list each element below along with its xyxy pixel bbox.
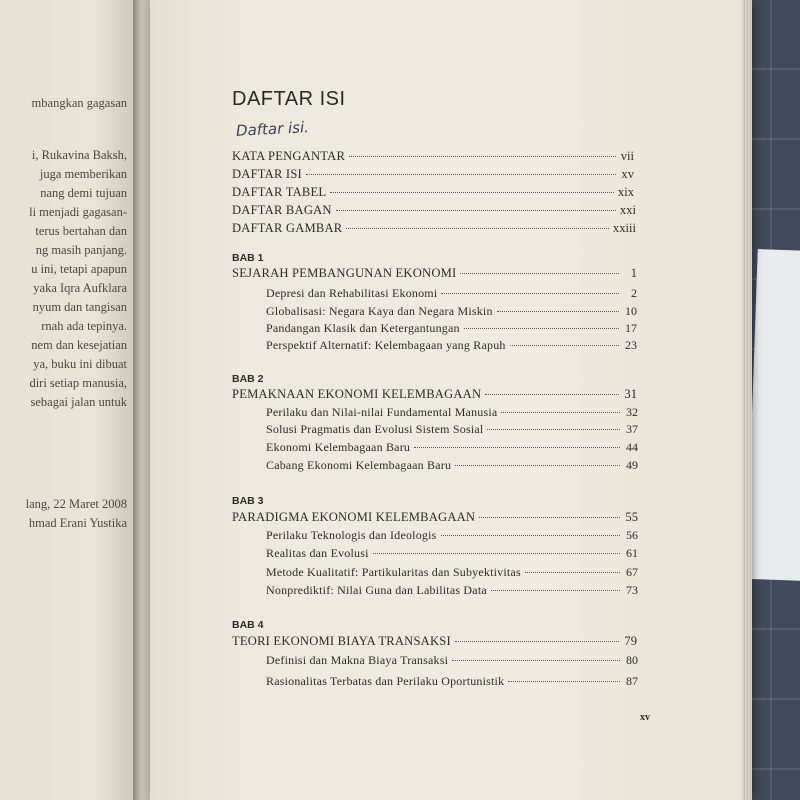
left-page bbox=[0, 0, 135, 800]
section-entry bbox=[266, 286, 637, 301]
section-page: 37 bbox=[626, 422, 638, 436]
left-page-line: terus bertahan dan bbox=[35, 224, 127, 238]
toc-entry-label: DAFTAR BAGAN bbox=[232, 203, 332, 217]
section-entry bbox=[266, 321, 637, 336]
toc-entry-page: xxi bbox=[619, 203, 636, 217]
dot-leader bbox=[414, 447, 620, 448]
toc-entry-page: xv bbox=[621, 167, 634, 181]
chapter-number: BAB 4 bbox=[232, 619, 264, 631]
dot-leader bbox=[336, 210, 616, 211]
section-page: 23 bbox=[625, 338, 637, 352]
chapter-number: BAB 2 bbox=[232, 373, 264, 385]
section-page: 49 bbox=[626, 458, 638, 472]
chapter-page: 1 bbox=[630, 266, 637, 280]
dot-leader bbox=[452, 660, 620, 661]
chapter-title: PEMAKNAAN EKONOMI KELEMBAGAAN bbox=[232, 387, 482, 401]
section-entry bbox=[266, 304, 637, 319]
dot-leader bbox=[487, 429, 620, 430]
chapter-page: 79 bbox=[624, 634, 637, 648]
dot-leader bbox=[464, 328, 619, 329]
left-page-author: hmad Erani Yustika bbox=[28, 516, 127, 530]
toc-entry-page: xxiii bbox=[612, 221, 636, 235]
left-page-line: ya, buku ini dibuat bbox=[33, 357, 127, 371]
dot-leader bbox=[501, 412, 620, 413]
left-page-line: yaka Iqra Aufklara bbox=[33, 281, 127, 295]
section-page: 80 bbox=[626, 653, 638, 667]
left-page-line: li menjadi gagasan- bbox=[29, 205, 127, 219]
section-entry bbox=[266, 528, 638, 543]
toc-entry-label: DAFTAR TABEL bbox=[232, 185, 327, 199]
left-page-line: u ini, tetapi apapun bbox=[31, 262, 127, 276]
section-entry bbox=[266, 405, 638, 420]
page-edges bbox=[742, 0, 752, 800]
section-entry bbox=[266, 565, 638, 580]
section-entry bbox=[266, 440, 638, 455]
section-label: Pandangan Klasik dan Ketergantungan bbox=[266, 321, 460, 335]
left-page-line: juga memberikan bbox=[39, 167, 127, 181]
toc-entry bbox=[232, 149, 634, 164]
section-page: 73 bbox=[626, 583, 638, 597]
left-page-line: ng masih panjang. bbox=[35, 243, 127, 257]
section-page: 87 bbox=[626, 674, 638, 688]
section-page: 2 bbox=[631, 286, 637, 300]
chapter-entry bbox=[232, 266, 637, 281]
dot-leader bbox=[460, 273, 619, 274]
section-label: Rasionalitas Terbatas dan Perilaku Oportunistik bbox=[266, 674, 505, 688]
section-label: Solusi Pragmatis dan Evolusi Sistem Sosial bbox=[266, 422, 484, 436]
dot-leader bbox=[455, 641, 619, 642]
left-page-line: nang demi tujuan bbox=[40, 186, 127, 200]
section-page: 10 bbox=[625, 304, 637, 318]
section-entry bbox=[266, 422, 638, 437]
section-page: 67 bbox=[626, 565, 638, 579]
toc-entry bbox=[232, 221, 636, 236]
chapter-title: SEJARAH PEMBANGUNAN EKONOMI bbox=[232, 266, 457, 280]
section-label: Cabang Ekonomi Kelembagaan Baru bbox=[266, 458, 452, 472]
dot-leader bbox=[306, 174, 616, 175]
section-entry bbox=[266, 458, 638, 473]
section-entry bbox=[266, 653, 638, 668]
dot-leader bbox=[455, 465, 620, 466]
section-entry bbox=[266, 583, 638, 598]
toc-entry-page: xix bbox=[617, 185, 634, 199]
section-label: Metode Kualitatif: Partikularitas dan Subyektivitas bbox=[266, 565, 521, 579]
section-page: 17 bbox=[625, 321, 637, 335]
toc-entry bbox=[232, 203, 636, 218]
handwritten-note: Daftar isi. bbox=[235, 118, 310, 140]
dot-leader bbox=[330, 192, 614, 193]
section-label: Ekonomi Kelembagaan Baru bbox=[266, 440, 411, 454]
chapter-entry bbox=[232, 634, 637, 649]
section-label: Depresi dan Rehabilitasi Ekonomi bbox=[266, 286, 438, 300]
section-page: 56 bbox=[626, 528, 638, 542]
dot-leader bbox=[479, 517, 620, 518]
toc-entry bbox=[232, 185, 634, 200]
dot-leader bbox=[373, 553, 620, 554]
chapter-title: TEORI EKONOMI BIAYA TRANSAKSI bbox=[232, 634, 451, 648]
chapter-title: PARADIGMA EKONOMI KELEMBAGAAN bbox=[232, 510, 476, 524]
left-page-line: mbangkan gagasan bbox=[31, 96, 127, 110]
left-page-line: i, Rukavina Baksh, bbox=[31, 148, 127, 162]
toc-entry-label: DAFTAR GAMBAR bbox=[232, 221, 343, 235]
section-label: Perspektif Alternatif: Kelembagaan yang Rapuh bbox=[266, 338, 506, 352]
chapter-entry bbox=[232, 387, 637, 402]
dot-leader bbox=[510, 345, 619, 346]
section-label: Globalisasi: Negara Kaya dan Negara Miskin bbox=[266, 304, 493, 318]
section-page: 44 bbox=[626, 440, 638, 454]
section-entry bbox=[266, 338, 637, 353]
section-label: Realitas dan Evolusi bbox=[266, 546, 369, 560]
chapter-page: 31 bbox=[624, 387, 637, 401]
dot-leader bbox=[497, 311, 619, 312]
dot-leader bbox=[441, 535, 620, 536]
dot-leader bbox=[346, 228, 609, 229]
left-page-date: lang, 22 Maret 2008 bbox=[25, 497, 127, 511]
toc-entry-label: DAFTAR ISI bbox=[232, 167, 302, 181]
left-page-line: sebagai jalan untuk bbox=[30, 395, 127, 409]
section-page: 61 bbox=[626, 546, 638, 560]
section-entry bbox=[266, 546, 638, 561]
dot-leader bbox=[441, 293, 619, 294]
chapter-number: BAB 1 bbox=[232, 252, 264, 264]
section-entry bbox=[266, 674, 638, 689]
toc-entry-label: KATA PENGANTAR bbox=[232, 149, 346, 163]
page-title: DAFTAR ISI bbox=[232, 88, 346, 110]
chapter-entry bbox=[232, 510, 638, 525]
toc-entry-page: vii bbox=[620, 149, 634, 163]
chapter-number: BAB 3 bbox=[232, 495, 264, 507]
section-label: Perilaku Teknologis dan Ideologis bbox=[266, 528, 437, 542]
left-page-line: nem dan kesejatian bbox=[31, 338, 127, 352]
toc-entry bbox=[232, 167, 634, 182]
dot-leader bbox=[525, 572, 620, 573]
section-label: Perilaku dan Nilai-nilai Fundamental Manusia bbox=[266, 405, 498, 419]
section-label: Definisi dan Makna Biaya Transaksi bbox=[266, 653, 449, 667]
left-page-line: rnah ada tepinya. bbox=[41, 319, 127, 333]
dot-leader bbox=[491, 590, 620, 591]
dot-leader bbox=[508, 681, 620, 682]
section-page: 32 bbox=[626, 405, 638, 419]
chapter-page: 55 bbox=[625, 510, 638, 524]
dot-leader bbox=[485, 394, 619, 395]
dot-leader bbox=[349, 156, 616, 157]
left-page-line: diri setiap manusia, bbox=[29, 376, 127, 390]
left-page-line: nyum dan tangisan bbox=[32, 300, 127, 314]
section-label: Nonprediktif: Nilai Guna dan Labilitas Data bbox=[266, 583, 487, 597]
page-number: xv bbox=[640, 712, 650, 723]
